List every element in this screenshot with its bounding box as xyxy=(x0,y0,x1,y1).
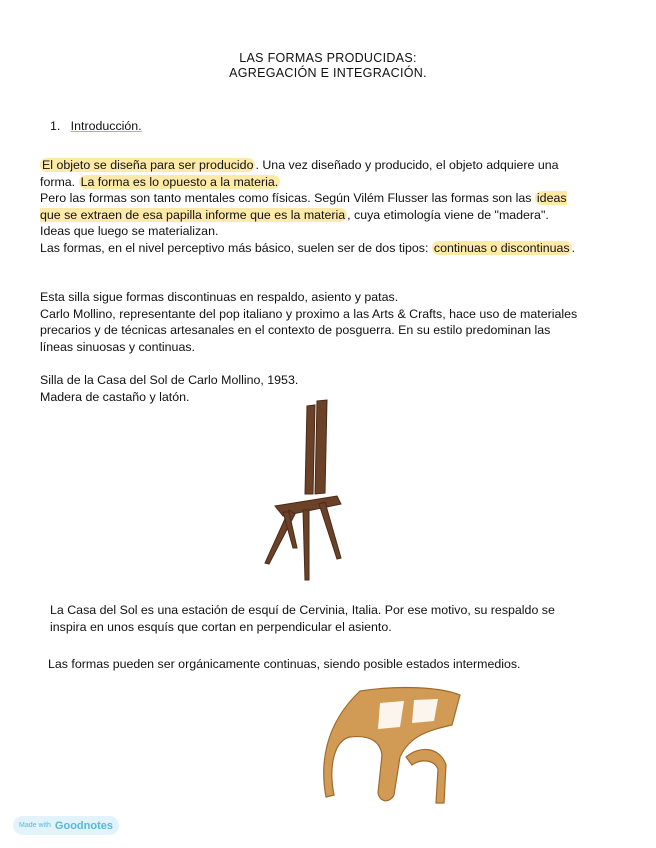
title-line-1: LAS FORMAS PRODUCIDAS: xyxy=(239,51,417,65)
section-label: Introducción. xyxy=(70,119,142,133)
section-number: 1. xyxy=(50,119,61,133)
title-line-2: AGREGACIÓN E INTEGRACIÓN. xyxy=(229,66,427,80)
intro-text-5: . xyxy=(571,240,576,255)
mollino-chair-image xyxy=(255,398,345,583)
highlight-2: La forma es lo opuesto a la materia. xyxy=(80,174,279,189)
chair-paragraph xyxy=(40,289,580,355)
para2-line1: Esta silla sigue formas discontinuas en respaldo, asiento y patas. xyxy=(40,290,399,304)
caption-line2: Madera de castaño y latón. xyxy=(40,389,190,404)
intro-text-3: , cuya etimología viene de "madera". Ideas que luego se materializan. xyxy=(40,207,549,238)
caption-line1: Silla de la Casa del Sol de Carlo Mollino, 1953. xyxy=(40,373,299,387)
continuous-forms-paragraph: Las formas pueden ser orgánicamente continuas, siendo posible estados intermedios. xyxy=(48,657,521,671)
badge-brand: Goodnotes xyxy=(54,819,113,832)
highlight-1: El objeto se diseña para ser producido xyxy=(42,158,254,172)
casa-del-sol-paragraph: La Casa del Sol es una estación de esquí de Cervinia, Italia. Por ese motivo, su respaldo se inspira en unos esquís que cortan en perpendicular el asiento. xyxy=(50,603,555,634)
highlight-4: continuas o discontinuas xyxy=(433,240,570,255)
intro-text-1: . Una vez diseñado y producido, el objeto adquiere una forma. xyxy=(40,158,559,189)
badge-prefix: Made with xyxy=(19,822,51,829)
intro-text-2: Pero las formas son tanto mentales como físicas. Según Vilém Flusser las formas son las xyxy=(40,191,535,205)
organic-chair-image xyxy=(320,685,465,807)
highlight-3: ideas que se extraen de esa papilla informe que es la materia xyxy=(40,191,567,222)
section-heading xyxy=(50,119,142,133)
goodnotes-badge xyxy=(13,816,119,835)
intro-text-4: Las formas, en el nivel perceptivo más básico, suelen ser de dos tipos: xyxy=(40,240,432,255)
intro-paragraph xyxy=(40,157,580,256)
para2-line2: Carlo Mollino, representante del pop italiano y proximo a las Arts & Crafts, hace uso de materiales precarios y de técnicas artesanales en el contexto de posguerra. En su estilo predominan las líneas sinuosas y continuas. xyxy=(40,306,578,354)
